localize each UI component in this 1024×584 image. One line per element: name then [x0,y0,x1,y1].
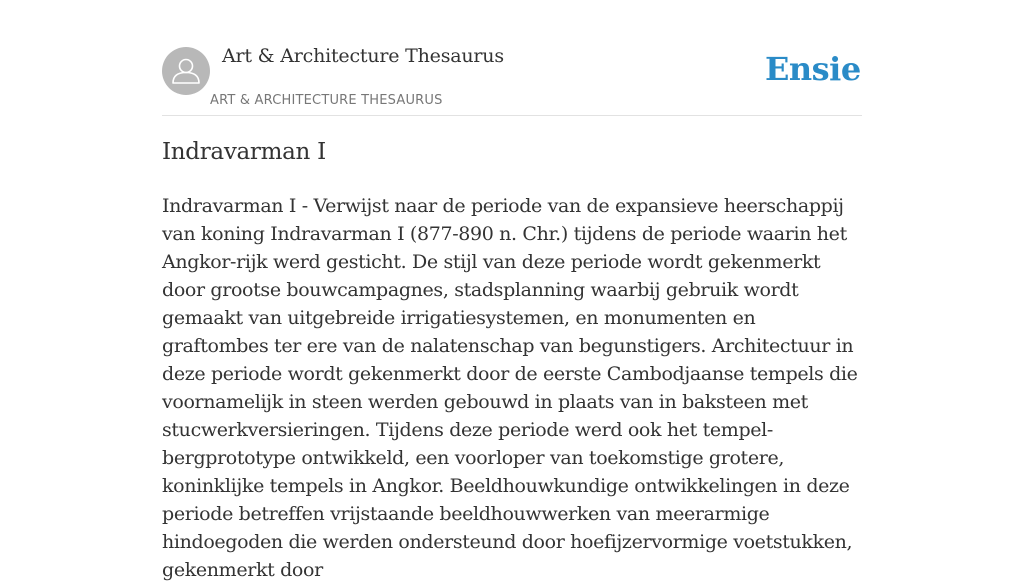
ensie-logo[interactable]: Ensie [765,50,861,88]
avatar[interactable] [162,47,210,95]
source-title[interactable]: Art & Architecture Thesaurus [222,45,504,67]
source-subtitle[interactable]: ART & ARCHITECTURE THESAURUS [210,93,443,108]
header-divider [162,115,862,116]
definition-text: Indravarman I - Verwijst naar de periode van de expansieve heerschappij van koning Indravarman I (877-890 n. Chr.) tijdens de periode waarin het Angkor-rijk werd gesticht. De stijl van deze periode wordt gekenmerkt door grootse bouwcampagnes, stadsplanning waarbij gebruik wordt gemaakt van uitgebreide irrigatiesystemen, en monumenten en graftombes ter ere van de nalatenschap van begunstigers. Architectuur in deze periode wordt gekenmerkt door de eerste Cambodjaanse tempels die voornamelijk in steen werden gebouwd in plaats van in baksteen met stucwerkversieringen. Tijdens deze periode werd ook het tempel-bergprototype ontwikkeld, een voorloper van toekomstige grotere, koninklijke tempels in Angkor. Beeldhouwkundige ontwikkelingen in deze periode betreffen vrijstaande beeldhouwwerken van meerarmige hindoegoden die werden ondersteund door hoefijzervormige voetstukken, gekenmerkt door [162,195,858,581]
user-outline-icon [162,47,210,95]
page-title: Indravarman I [162,139,326,165]
